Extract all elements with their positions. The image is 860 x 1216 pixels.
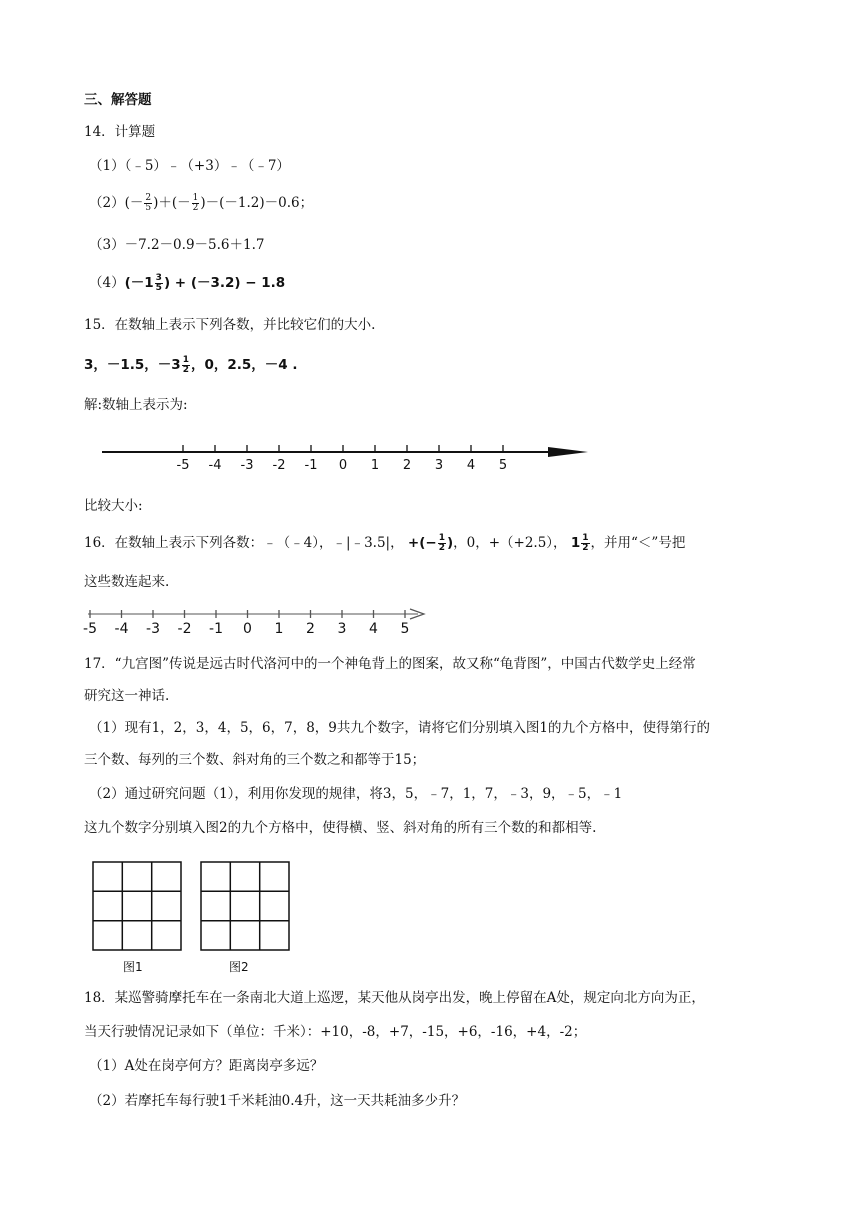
number-line-tick-label: -4 bbox=[114, 621, 129, 637]
number-line-tick-label: -5 bbox=[176, 458, 190, 473]
q14-part1: （1）（﹣5）﹣（+3）﹣（﹣7） bbox=[89, 158, 290, 174]
figure-2-label: 图2 bbox=[229, 960, 249, 974]
q17-part1-line2: 三个数、每列的三个数、斜对角的三个数之和都等于15； bbox=[84, 752, 426, 768]
q15-numbers-a: 3，－1.5，－3 bbox=[84, 357, 181, 373]
q16-line1 bbox=[84, 533, 685, 553]
q15-compare: 比较大小: bbox=[84, 498, 143, 514]
q14-part3: （3）－7.2－0.9－5.6＋1.7 bbox=[89, 237, 265, 253]
number-line-tick-label: -3 bbox=[146, 621, 160, 637]
q18-line1: 18．某巡警骑摩托车在一条南北大道上巡逻，某天他从岗亭出发，晚上停留在A处，规定向北方向为正， bbox=[84, 990, 705, 1006]
q16-text-a: 16．在数轴上表示下列各数：﹣（﹣4），﹣|﹣3.5|， bbox=[84, 535, 404, 551]
number-line-tick-label: 1 bbox=[370, 458, 380, 473]
figure-2-grid bbox=[201, 862, 289, 950]
q16-line2: 这些数连起来. bbox=[84, 574, 170, 590]
q15-numbers-b: ，0，2.5，－4 . bbox=[190, 357, 298, 373]
q14-part2-mid: )＋(－ bbox=[153, 195, 191, 211]
q17-line1: 17．“九宫图”传说是远古时代洛河中的一个神龟背上的图案，故又称“龟背图”，中国古代数学史上经常 bbox=[84, 656, 696, 672]
q14-part4-open: (－1 bbox=[124, 275, 154, 291]
q15-numbers bbox=[84, 355, 298, 375]
number-line-tick-label: 5 bbox=[498, 458, 508, 473]
number-line-tick-label: 3 bbox=[434, 458, 444, 473]
number-line-tick-label: -4 bbox=[208, 458, 222, 473]
number-line-tick-label: -2 bbox=[177, 621, 192, 637]
q17-part2-line1: （2）通过研究问题（1），利用你发现的规律，将3，5，﹣7，1，7，﹣3，9，﹣5，﹣1 bbox=[89, 786, 623, 802]
q14-part2-fraction-2 bbox=[192, 194, 200, 213]
fraction-denominator: 2 bbox=[182, 364, 189, 375]
q14-part2-tail: )－(－1.2)－0.6； bbox=[200, 195, 314, 211]
q17-line2: 研究这一神话. bbox=[84, 688, 170, 704]
section-heading: 三、解答题 bbox=[84, 92, 152, 108]
fraction-numerator: 1 bbox=[582, 533, 589, 543]
number-line-tick-label: 2 bbox=[402, 458, 412, 473]
fraction-denominator: 2 bbox=[438, 543, 445, 553]
fraction-numerator: 1 bbox=[192, 193, 199, 203]
fraction-numerator: 3 bbox=[155, 273, 162, 283]
number-line-tick-label: -1 bbox=[304, 458, 318, 473]
q16-plus-open: +(− bbox=[407, 535, 437, 551]
fraction-numerator: 1 bbox=[438, 533, 445, 543]
q17-part1-line1: （1）现有1，2，3，4，5，6，7，8，9共九个数字，请将它们分别填入图1的九个方格中，使得第行的 bbox=[89, 720, 710, 736]
q14-title: 14．计算题 bbox=[84, 124, 156, 140]
fraction-numerator: 1 bbox=[182, 354, 189, 365]
number-line-tick-label: -2 bbox=[272, 458, 286, 473]
q16-text-c: ，并用“＜”号把 bbox=[590, 535, 686, 551]
fraction-numerator: 2 bbox=[145, 193, 152, 203]
q17-part2-line2: 这九个数字分别填入图2的九个方格中，使得横、竖、斜对角的所有三个数的和都相等. bbox=[84, 820, 597, 836]
number-line-tick-label: 4 bbox=[466, 458, 476, 473]
fraction-denominator: 2 bbox=[192, 203, 199, 213]
q18-part1: （1）A处在岗亭何方？距离岗亭多远？ bbox=[89, 1058, 324, 1074]
q14-part4-label: （4） bbox=[89, 275, 125, 291]
number-line-ticks bbox=[177, 445, 508, 473]
q14-part2-open: (－ bbox=[124, 195, 144, 211]
q16-number-line bbox=[0, 603, 860, 639]
number-line-tick-label: 1 bbox=[274, 621, 284, 637]
number-line-tick-label: 0 bbox=[338, 458, 348, 473]
number-line-tick-label: 5 bbox=[400, 621, 410, 637]
number-line-arrow bbox=[548, 447, 588, 457]
q15-numbers-fraction bbox=[182, 356, 190, 375]
q16-close-paren: ) bbox=[446, 535, 454, 551]
q16-text-b: ，0，+（+2.5）， bbox=[453, 535, 567, 551]
q14-part2 bbox=[89, 193, 313, 213]
number-line-tick-label: 4 bbox=[369, 621, 378, 637]
q14-part2-label: （2） bbox=[89, 195, 125, 211]
figure-1-grid bbox=[93, 862, 181, 950]
number-line-tick-label: -3 bbox=[240, 458, 254, 473]
number-line-tick-label: -5 bbox=[83, 621, 97, 637]
q17-figures bbox=[0, 858, 860, 978]
q15-title: 15．在数轴上表示下列各数，并比较它们的大小. bbox=[84, 317, 376, 333]
q16-mixed-whole: 1 bbox=[570, 535, 581, 551]
fraction-denominator: 5 bbox=[145, 203, 152, 213]
figure-1-label: 图1 bbox=[123, 960, 143, 974]
q14-part4-fraction bbox=[155, 274, 163, 293]
number-line-tick-label: 3 bbox=[337, 621, 347, 637]
fraction-denominator: 2 bbox=[582, 543, 589, 553]
q14-part4 bbox=[89, 273, 285, 293]
fraction-denominator: 5 bbox=[155, 283, 162, 293]
q16-mixed-fraction bbox=[581, 534, 589, 553]
q18-part2: （2）若摩托车每行驶1千米耗油0.4升，这一天共耗油多少升？ bbox=[89, 1093, 466, 1109]
number-line-tick-label: -1 bbox=[209, 621, 223, 637]
q18-line2: 当天行驶情况记录如下（单位：千米）：+10，-8，+7，-15，+6，-16，+4，-2； bbox=[84, 1024, 587, 1040]
q14-part4-tail: ) + (－3.2) − 1.8 bbox=[163, 275, 286, 291]
q15-solution: 解:数轴上表示为: bbox=[84, 397, 188, 413]
q14-part2-fraction-1 bbox=[144, 194, 152, 213]
number-line-tick-label: 0 bbox=[243, 621, 252, 637]
q15-number-line bbox=[0, 430, 860, 480]
q16-fraction bbox=[438, 534, 446, 553]
number-line-tick-label: 2 bbox=[306, 621, 315, 637]
